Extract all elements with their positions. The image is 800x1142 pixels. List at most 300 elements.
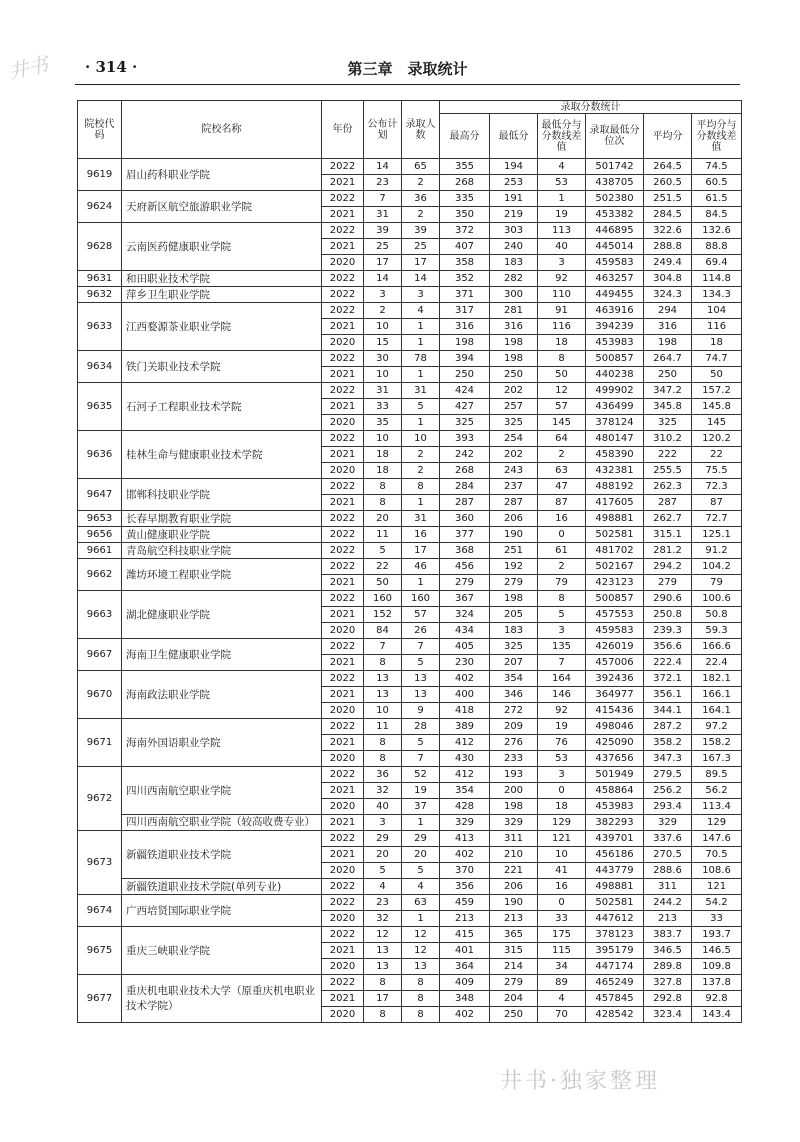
cell-max-score: 372 xyxy=(440,223,490,239)
school-code: 9675 xyxy=(78,927,122,975)
cell-max-score: 430 xyxy=(440,751,490,767)
cell-min-score: 192 xyxy=(490,559,538,575)
cell-plan: 32 xyxy=(364,911,402,927)
cell-plan: 10 xyxy=(364,431,402,447)
cell-min-rank: 443779 xyxy=(586,863,644,879)
cell-admitted: 12 xyxy=(402,943,440,959)
cell-avg-score: 288.8 xyxy=(644,239,692,255)
cell-avg-score: 249.4 xyxy=(644,255,692,271)
cell-min-score: 237 xyxy=(490,479,538,495)
cell-avg-score: 347.2 xyxy=(644,383,692,399)
cell-max-score: 427 xyxy=(440,399,490,415)
cell-min-score: 204 xyxy=(490,991,538,1007)
cell-plan: 40 xyxy=(364,799,402,815)
cell-admitted: 1 xyxy=(402,319,440,335)
cell-max-score: 434 xyxy=(440,623,490,639)
cell-admitted: 2 xyxy=(402,175,440,191)
cell-max-score: 402 xyxy=(440,671,490,687)
cell-avg-diff: 158.2 xyxy=(692,735,742,751)
cell-year: 2022 xyxy=(322,639,364,655)
cell-max-score: 402 xyxy=(440,1007,490,1023)
cell-avg-diff: 74.7 xyxy=(692,351,742,367)
cell-admitted: 160 xyxy=(402,591,440,607)
cell-max-score: 355 xyxy=(440,159,490,175)
cell-plan: 35 xyxy=(364,415,402,431)
cell-max-score: 405 xyxy=(440,639,490,655)
cell-min-diff: 16 xyxy=(538,511,586,527)
cell-plan: 18 xyxy=(364,463,402,479)
cell-max-score: 325 xyxy=(440,415,490,431)
cell-avg-diff: 91.2 xyxy=(692,543,742,559)
cell-year: 2022 xyxy=(322,559,364,575)
cell-min-rank: 463257 xyxy=(586,271,644,287)
cell-min-rank: 456186 xyxy=(586,847,644,863)
school-name: 长春早期教育职业学院 xyxy=(122,511,322,527)
cell-min-score: 221 xyxy=(490,863,538,879)
cell-min-score: 198 xyxy=(490,591,538,607)
cell-avg-diff: 84.5 xyxy=(692,207,742,223)
cell-min-diff: 92 xyxy=(538,703,586,719)
school-name: 和田职业技术学院 xyxy=(122,271,322,287)
cell-avg-diff: 166.6 xyxy=(692,639,742,655)
cell-min-rank: 423123 xyxy=(586,575,644,591)
cell-plan: 4 xyxy=(364,879,402,895)
cell-avg-score: 294 xyxy=(644,303,692,319)
cell-avg-diff: 193.7 xyxy=(692,927,742,943)
cell-min-score: 233 xyxy=(490,751,538,767)
cell-avg-diff: 145 xyxy=(692,415,742,431)
cell-year: 2022 xyxy=(322,591,364,607)
cell-min-rank: 459583 xyxy=(586,255,644,271)
cell-min-rank: 453983 xyxy=(586,335,644,351)
cell-avg-diff: 69.4 xyxy=(692,255,742,271)
cell-min-score: 315 xyxy=(490,943,538,959)
cell-min-rank: 481702 xyxy=(586,543,644,559)
cell-min-diff: 12 xyxy=(538,383,586,399)
table-row xyxy=(78,527,742,543)
cell-year: 2021 xyxy=(322,175,364,191)
cell-min-score: 254 xyxy=(490,431,538,447)
table-row xyxy=(78,223,742,239)
cell-min-score: 210 xyxy=(490,847,538,863)
cell-plan: 10 xyxy=(364,703,402,719)
cell-avg-score: 279.5 xyxy=(644,767,692,783)
school-name: 湖北健康职业学院 xyxy=(122,591,322,639)
cell-avg-score: 287.2 xyxy=(644,719,692,735)
cell-year: 2022 xyxy=(322,383,364,399)
cell-avg-score: 262.3 xyxy=(644,479,692,495)
table-row xyxy=(78,351,742,367)
cell-avg-score: 322.6 xyxy=(644,223,692,239)
cell-min-rank: 449455 xyxy=(586,287,644,303)
cell-min-diff: 5 xyxy=(538,607,586,623)
cell-admitted: 17 xyxy=(402,255,440,271)
school-name: 石河子工程职业技术学院 xyxy=(122,383,322,431)
cell-avg-score: 251.5 xyxy=(644,191,692,207)
cell-avg-score: 250 xyxy=(644,367,692,383)
admission-stats-table xyxy=(77,100,742,1023)
cell-year: 2022 xyxy=(322,895,364,911)
cell-admitted: 25 xyxy=(402,239,440,255)
cell-admitted: 4 xyxy=(402,879,440,895)
cell-max-score: 284 xyxy=(440,479,490,495)
cell-max-score: 213 xyxy=(440,911,490,927)
cell-admitted: 5 xyxy=(402,399,440,415)
header-score-group: 录取分数统计 xyxy=(440,101,742,114)
table-row xyxy=(78,767,742,783)
cell-avg-diff: 125.1 xyxy=(692,527,742,543)
cell-year: 2022 xyxy=(322,831,364,847)
cell-min-rank: 378123 xyxy=(586,927,644,943)
cell-avg-score: 290.6 xyxy=(644,591,692,607)
cell-avg-score: 222 xyxy=(644,447,692,463)
cell-avg-diff: 120.2 xyxy=(692,431,742,447)
cell-min-score: 279 xyxy=(490,575,538,591)
school-name: 重庆三峡职业学院 xyxy=(122,927,322,975)
cell-plan: 2 xyxy=(364,303,402,319)
table-row xyxy=(78,383,742,399)
cell-min-score: 311 xyxy=(490,831,538,847)
cell-avg-diff: 114.8 xyxy=(692,271,742,287)
cell-avg-diff: 70.5 xyxy=(692,847,742,863)
cell-year: 2020 xyxy=(322,1007,364,1023)
cell-avg-diff: 147.6 xyxy=(692,831,742,847)
cell-avg-score: 304.8 xyxy=(644,271,692,287)
cell-min-score: 190 xyxy=(490,895,538,911)
school-code: 9624 xyxy=(78,191,122,223)
cell-admitted: 1 xyxy=(402,815,440,831)
cell-plan: 8 xyxy=(364,751,402,767)
school-name: 铁门关职业技术学院 xyxy=(122,351,322,383)
cell-max-score: 268 xyxy=(440,175,490,191)
cell-avg-diff: 97.2 xyxy=(692,719,742,735)
cell-plan: 84 xyxy=(364,623,402,639)
cell-year: 2022 xyxy=(322,223,364,239)
cell-year: 2021 xyxy=(322,943,364,959)
cell-max-score: 316 xyxy=(440,319,490,335)
cell-admitted: 8 xyxy=(402,1007,440,1023)
cell-max-score: 402 xyxy=(440,847,490,863)
cell-admitted: 2 xyxy=(402,447,440,463)
cell-avg-diff: 60.5 xyxy=(692,175,742,191)
cell-min-rank: 445014 xyxy=(586,239,644,255)
cell-admitted: 52 xyxy=(402,767,440,783)
cell-admitted: 8 xyxy=(402,479,440,495)
cell-max-score: 393 xyxy=(440,431,490,447)
cell-year: 2022 xyxy=(322,879,364,895)
cell-min-score: 219 xyxy=(490,207,538,223)
table-row xyxy=(78,287,742,303)
cell-year: 2021 xyxy=(322,655,364,671)
cell-year: 2021 xyxy=(322,495,364,511)
header-min: 最低分 xyxy=(490,114,538,159)
school-name: 云南医药健康职业学院 xyxy=(122,223,322,271)
cell-year: 2021 xyxy=(322,847,364,863)
cell-min-score: 365 xyxy=(490,927,538,943)
cell-min-rank: 447174 xyxy=(586,959,644,975)
cell-max-score: 400 xyxy=(440,687,490,703)
table-row xyxy=(78,431,742,447)
cell-avg-diff: 143.4 xyxy=(692,1007,742,1023)
cell-max-score: 394 xyxy=(440,351,490,367)
school-code: 9670 xyxy=(78,671,122,719)
cell-plan: 30 xyxy=(364,351,402,367)
header-avg: 平均分 xyxy=(644,114,692,159)
cell-min-score: 200 xyxy=(490,783,538,799)
cell-avg-diff: 54.2 xyxy=(692,895,742,911)
cell-admitted: 57 xyxy=(402,607,440,623)
cell-max-score: 356 xyxy=(440,879,490,895)
school-code: 9632 xyxy=(78,287,122,303)
cell-max-score: 358 xyxy=(440,255,490,271)
cell-avg-score: 325 xyxy=(644,415,692,431)
cell-min-rank: 501949 xyxy=(586,767,644,783)
school-code: 9631 xyxy=(78,271,122,287)
cell-avg-score: 281.2 xyxy=(644,543,692,559)
cell-max-score: 428 xyxy=(440,799,490,815)
cell-min-diff: 79 xyxy=(538,575,586,591)
cell-max-score: 377 xyxy=(440,527,490,543)
cell-avg-diff: 75.5 xyxy=(692,463,742,479)
cell-max-score: 459 xyxy=(440,895,490,911)
cell-max-score: 456 xyxy=(440,559,490,575)
cell-plan: 39 xyxy=(364,223,402,239)
cell-min-rank: 501742 xyxy=(586,159,644,175)
cell-admitted: 8 xyxy=(402,975,440,991)
cell-year: 2021 xyxy=(322,447,364,463)
cell-min-rank: 394239 xyxy=(586,319,644,335)
cell-plan: 29 xyxy=(364,831,402,847)
cell-min-score: 206 xyxy=(490,879,538,895)
school-code: 9619 xyxy=(78,159,122,191)
school-code: 9656 xyxy=(78,527,122,543)
school-code: 9628 xyxy=(78,223,122,271)
cell-max-score: 354 xyxy=(440,783,490,799)
cell-plan: 32 xyxy=(364,783,402,799)
cell-max-score: 360 xyxy=(440,511,490,527)
cell-avg-score: 372.1 xyxy=(644,671,692,687)
cell-min-diff: 175 xyxy=(538,927,586,943)
cell-avg-diff: 87 xyxy=(692,495,742,511)
cell-min-rank: 502581 xyxy=(586,895,644,911)
cell-plan: 8 xyxy=(364,975,402,991)
school-code: 9663 xyxy=(78,591,122,639)
cell-plan: 13 xyxy=(364,959,402,975)
cell-avg-score: 327.8 xyxy=(644,975,692,991)
cell-year: 2020 xyxy=(322,751,364,767)
table-row xyxy=(78,543,742,559)
cell-admitted: 65 xyxy=(402,159,440,175)
cell-avg-score: 264.5 xyxy=(644,159,692,175)
cell-max-score: 401 xyxy=(440,943,490,959)
cell-min-diff: 63 xyxy=(538,463,586,479)
cell-min-diff: 61 xyxy=(538,543,586,559)
cell-avg-score: 358.2 xyxy=(644,735,692,751)
school-name: 青岛航空科技职业学院 xyxy=(122,543,322,559)
cell-min-diff: 8 xyxy=(538,351,586,367)
cell-plan: 31 xyxy=(364,383,402,399)
school-code: 9633 xyxy=(78,303,122,351)
cell-admitted: 37 xyxy=(402,799,440,815)
cell-min-rank: 457845 xyxy=(586,991,644,1007)
cell-min-diff: 41 xyxy=(538,863,586,879)
cell-avg-diff: 129 xyxy=(692,815,742,831)
cell-min-rank: 500857 xyxy=(586,591,644,607)
cell-avg-score: 239.3 xyxy=(644,623,692,639)
header-avg-diff: 平均分与分数线差值 xyxy=(692,114,742,159)
cell-admitted: 1 xyxy=(402,335,440,351)
cell-avg-diff: 79 xyxy=(692,575,742,591)
cell-min-score: 272 xyxy=(490,703,538,719)
cell-admitted: 29 xyxy=(402,831,440,847)
cell-avg-score: 255.5 xyxy=(644,463,692,479)
cell-avg-score: 323.4 xyxy=(644,1007,692,1023)
cell-avg-score: 316 xyxy=(644,319,692,335)
cell-min-score: 329 xyxy=(490,815,538,831)
cell-avg-score: 288.6 xyxy=(644,863,692,879)
cell-avg-diff: 145.8 xyxy=(692,399,742,415)
cell-year: 2021 xyxy=(322,239,364,255)
cell-year: 2022 xyxy=(322,303,364,319)
cell-min-rank: 502581 xyxy=(586,527,644,543)
cell-min-diff: 18 xyxy=(538,335,586,351)
cell-admitted: 46 xyxy=(402,559,440,575)
cell-avg-score: 310.2 xyxy=(644,431,692,447)
cell-year: 2022 xyxy=(322,719,364,735)
cell-min-score: 251 xyxy=(490,543,538,559)
cell-min-diff: 129 xyxy=(538,815,586,831)
school-code: 9647 xyxy=(78,479,122,511)
cell-plan: 20 xyxy=(364,511,402,527)
cell-admitted: 2 xyxy=(402,207,440,223)
cell-plan: 22 xyxy=(364,559,402,575)
cell-avg-diff: 72.7 xyxy=(692,511,742,527)
cell-min-diff: 33 xyxy=(538,911,586,927)
cell-admitted: 3 xyxy=(402,287,440,303)
cell-admitted: 4 xyxy=(402,303,440,319)
cell-avg-score: 329 xyxy=(644,815,692,831)
cell-max-score: 364 xyxy=(440,959,490,975)
cell-min-rank: 446895 xyxy=(586,223,644,239)
school-name: 海南政法职业学院 xyxy=(122,671,322,719)
cell-min-diff: 3 xyxy=(538,255,586,271)
cell-max-score: 268 xyxy=(440,463,490,479)
cell-min-rank: 457006 xyxy=(586,655,644,671)
cell-min-diff: 7 xyxy=(538,655,586,671)
cell-plan: 17 xyxy=(364,255,402,271)
cell-min-rank: 378124 xyxy=(586,415,644,431)
cell-plan: 11 xyxy=(364,527,402,543)
cell-year: 2021 xyxy=(322,735,364,751)
cell-min-diff: 64 xyxy=(538,431,586,447)
cell-min-score: 354 xyxy=(490,671,538,687)
cell-avg-score: 270.5 xyxy=(644,847,692,863)
table-row xyxy=(78,879,742,895)
cell-admitted: 10 xyxy=(402,431,440,447)
cell-min-rank: 428542 xyxy=(586,1007,644,1023)
cell-avg-score: 198 xyxy=(644,335,692,351)
cell-avg-diff: 104.2 xyxy=(692,559,742,575)
cell-avg-score: 315.1 xyxy=(644,527,692,543)
cell-plan: 8 xyxy=(364,1007,402,1023)
cell-year: 2022 xyxy=(322,927,364,943)
cell-admitted: 1 xyxy=(402,495,440,511)
cell-year: 2022 xyxy=(322,527,364,543)
cell-avg-score: 264.7 xyxy=(644,351,692,367)
cell-avg-diff: 50 xyxy=(692,367,742,383)
cell-plan: 3 xyxy=(364,815,402,831)
cell-avg-diff: 50.8 xyxy=(692,607,742,623)
cell-plan: 23 xyxy=(364,175,402,191)
cell-year: 2020 xyxy=(322,335,364,351)
cell-plan: 14 xyxy=(364,159,402,175)
cell-max-score: 352 xyxy=(440,271,490,287)
header-name: 院校名称 xyxy=(122,101,322,159)
cell-min-rank: 395179 xyxy=(586,943,644,959)
cell-min-rank: 432381 xyxy=(586,463,644,479)
cell-min-rank: 440238 xyxy=(586,367,644,383)
cell-year: 2022 xyxy=(322,191,364,207)
cell-min-score: 198 xyxy=(490,335,538,351)
cell-avg-score: 344.1 xyxy=(644,703,692,719)
cell-avg-diff: 56.2 xyxy=(692,783,742,799)
school-name: 海南卫生健康职业学院 xyxy=(122,639,322,671)
cell-year: 2021 xyxy=(322,783,364,799)
table-row xyxy=(78,559,742,575)
school-code: 9662 xyxy=(78,559,122,591)
cell-year: 2020 xyxy=(322,703,364,719)
cell-plan: 8 xyxy=(364,735,402,751)
school-name: 四川西南航空职业学院（较高收费专业） xyxy=(122,815,322,831)
cell-min-rank: 437656 xyxy=(586,751,644,767)
cell-plan: 8 xyxy=(364,495,402,511)
cell-admitted: 7 xyxy=(402,639,440,655)
cell-avg-diff: 132.6 xyxy=(692,223,742,239)
cell-admitted: 36 xyxy=(402,191,440,207)
school-code: 9671 xyxy=(78,719,122,767)
cell-year: 2020 xyxy=(322,863,364,879)
cell-min-rank: 458390 xyxy=(586,447,644,463)
table-row xyxy=(78,895,742,911)
school-code: 9672 xyxy=(78,767,122,831)
cell-min-score: 202 xyxy=(490,447,538,463)
cell-min-rank: 382293 xyxy=(586,815,644,831)
cell-max-score: 279 xyxy=(440,575,490,591)
cell-avg-diff: 89.5 xyxy=(692,767,742,783)
cell-avg-score: 213 xyxy=(644,911,692,927)
cell-avg-score: 356.1 xyxy=(644,687,692,703)
cell-year: 2020 xyxy=(322,415,364,431)
cell-avg-diff: 72.3 xyxy=(692,479,742,495)
table-row xyxy=(78,511,742,527)
cell-min-rank: 392436 xyxy=(586,671,644,687)
cell-min-diff: 10 xyxy=(538,847,586,863)
table-row xyxy=(78,271,742,287)
cell-min-score: 213 xyxy=(490,911,538,927)
cell-min-score: 282 xyxy=(490,271,538,287)
table-row xyxy=(78,975,742,991)
cell-avg-score: 244.2 xyxy=(644,895,692,911)
cell-min-score: 207 xyxy=(490,655,538,671)
cell-avg-diff: 121 xyxy=(692,879,742,895)
cell-min-diff: 47 xyxy=(538,479,586,495)
cell-admitted: 2 xyxy=(402,463,440,479)
header-code: 院校代码 xyxy=(78,101,122,159)
cell-max-score: 368 xyxy=(440,543,490,559)
cell-year: 2021 xyxy=(322,399,364,415)
cell-min-score: 202 xyxy=(490,383,538,399)
cell-min-rank: 465249 xyxy=(586,975,644,991)
